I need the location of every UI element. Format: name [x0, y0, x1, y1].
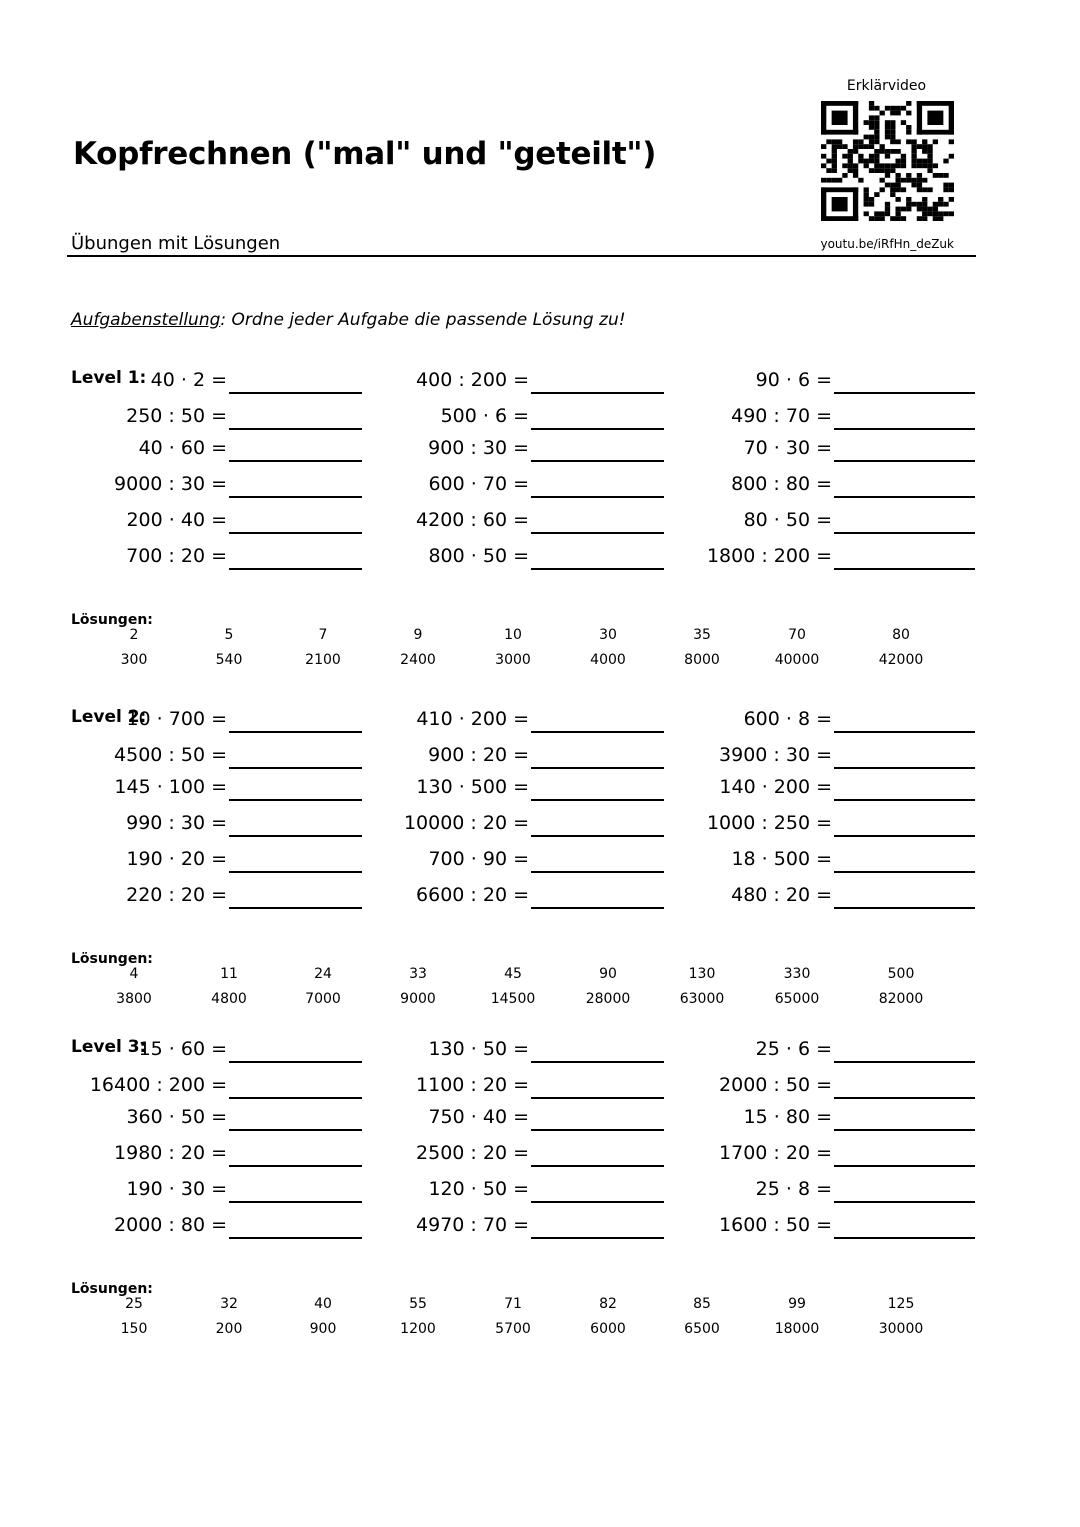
page-subtitle: Übungen mit Lösungen	[71, 233, 281, 254]
exercise-expression: 220 : 20 =	[126, 884, 227, 906]
exercise	[0, 882, 227, 908]
solution-value: 4000	[590, 652, 626, 668]
exercise	[582, 1072, 832, 1098]
solution-value: 82	[599, 1296, 617, 1312]
solution-value: 9000	[400, 991, 436, 1007]
exercise-expression: 9000 : 30 =	[114, 473, 227, 495]
exercise-expression: 700 : 20 =	[126, 545, 227, 567]
exercise-expression: 360 · 50 =	[126, 1106, 227, 1128]
exercise-expression: 4970 : 70 =	[416, 1214, 529, 1236]
solution-value: 40000	[774, 652, 820, 668]
exercise	[0, 367, 227, 393]
exercise	[582, 403, 832, 429]
exercise	[0, 742, 227, 768]
page-title: Kopfrechnen ("mal" und "geteilt")	[73, 136, 657, 172]
solution-value: 2100	[305, 652, 341, 668]
answer-line[interactable]	[834, 1061, 975, 1063]
solution-value: 71	[504, 1296, 522, 1312]
solution-value: 11	[220, 966, 238, 982]
exercise-expression: 900 : 30 =	[428, 437, 529, 459]
exercise-expression: 130 · 50 =	[428, 1038, 529, 1060]
exercise	[279, 1104, 529, 1130]
exercise	[582, 1104, 832, 1130]
solution-value: 28000	[585, 991, 631, 1007]
exercise	[582, 471, 832, 497]
solution-value: 70	[788, 627, 806, 643]
level-title: Level 3:	[71, 1037, 147, 1057]
solution-value: 6000	[590, 1321, 626, 1337]
solution-value: 5700	[495, 1321, 531, 1337]
qr-code-icon[interactable]	[821, 101, 954, 221]
solution-value: 45	[504, 966, 522, 982]
exercise-expression: 800 : 80 =	[731, 473, 832, 495]
exercise-expression: 145 · 100 =	[114, 776, 227, 798]
task-instruction	[71, 310, 626, 330]
exercise-expression: 2000 : 50 =	[719, 1074, 832, 1096]
solution-value: 33	[409, 966, 427, 982]
solution-value: 18000	[774, 1321, 820, 1337]
exercise-expression: 25 · 8 =	[755, 1178, 832, 1200]
exercise-expression: 480 : 20 =	[731, 884, 832, 906]
exercise-expression: 3900 : 30 =	[719, 744, 832, 766]
exercise-expression: 410 · 200 =	[416, 708, 529, 730]
answer-line[interactable]	[834, 1129, 975, 1131]
exercise	[582, 367, 832, 393]
answer-line[interactable]	[834, 731, 975, 733]
exercise-expression: 130 · 500 =	[416, 776, 529, 798]
exercise	[0, 1140, 227, 1166]
solution-value: 63000	[679, 991, 725, 1007]
exercise-expression: 10000 : 20 =	[403, 812, 529, 834]
exercise	[582, 742, 832, 768]
solution-value: 99	[788, 1296, 806, 1312]
exercise	[0, 774, 227, 800]
level-title: Level 1:	[71, 368, 147, 388]
task-text: : Ordne jeder Aufgabe die passende Lösung zu!	[220, 310, 626, 330]
exercise	[582, 1036, 832, 1062]
exercise-expression: 490 : 70 =	[731, 405, 832, 427]
exercise-expression: 750 · 40 =	[428, 1106, 529, 1128]
solution-value: 3000	[495, 652, 531, 668]
exercise-expression: 90 · 6 =	[755, 369, 832, 391]
exercise	[0, 1104, 227, 1130]
solution-value: 200	[215, 1321, 243, 1337]
solution-value: 540	[215, 652, 243, 668]
exercise	[582, 1176, 832, 1202]
solution-value: 7000	[305, 991, 341, 1007]
solution-value: 82000	[878, 991, 924, 1007]
solution-value: 30000	[878, 1321, 924, 1337]
exercise-expression: 40 · 2 =	[150, 369, 227, 391]
exercise	[582, 435, 832, 461]
exercise	[0, 846, 227, 872]
answer-line[interactable]	[834, 392, 975, 394]
level-section	[0, 368, 1080, 708]
exercise-expression: 190 · 20 =	[126, 848, 227, 870]
exercise-expression: 10 · 700 =	[126, 708, 227, 730]
exercise	[582, 507, 832, 533]
video-link[interactable]: youtu.be/iRfHn_deZuk	[820, 237, 954, 251]
exercise-expression: 1800 : 200 =	[706, 545, 832, 567]
exercise	[582, 1212, 832, 1238]
exercise-expression: 990 : 30 =	[126, 812, 227, 834]
solution-value: 9	[413, 627, 423, 643]
exercise	[0, 810, 227, 836]
solution-value: 90	[599, 966, 617, 982]
exercise-expression: 18 · 500 =	[731, 848, 832, 870]
exercise	[582, 810, 832, 836]
exercise-expression: 250 : 50 =	[126, 405, 227, 427]
solution-value: 35	[693, 627, 711, 643]
exercise	[279, 507, 529, 533]
solutions-label: Lösungen:	[71, 612, 153, 628]
answer-line[interactable]	[834, 1201, 975, 1203]
solution-value: 330	[783, 966, 811, 982]
answer-line[interactable]	[834, 532, 975, 534]
answer-line[interactable]	[834, 907, 975, 909]
solution-value: 125	[887, 1296, 915, 1312]
exercise	[582, 774, 832, 800]
exercise-expression: 1000 : 250 =	[706, 812, 832, 834]
solution-value: 4	[129, 966, 139, 982]
solution-value: 5	[224, 627, 234, 643]
exercise	[0, 1072, 227, 1098]
level-title: Level 2:	[71, 707, 147, 727]
solution-value: 30	[599, 627, 617, 643]
header-divider	[67, 255, 976, 257]
exercise-expression: 4200 : 60 =	[416, 509, 529, 531]
exercise-expression: 600 · 70 =	[428, 473, 529, 495]
qr-label: Erklärvideo	[846, 78, 927, 94]
exercise	[279, 1212, 529, 1238]
solution-value: 80	[892, 627, 910, 643]
exercise	[279, 471, 529, 497]
answer-line[interactable]	[834, 835, 975, 837]
solution-value: 1200	[400, 1321, 436, 1337]
solutions-label: Lösungen:	[71, 951, 153, 967]
solutions-label: Lösungen:	[71, 1281, 153, 1297]
solution-value: 3800	[116, 991, 152, 1007]
exercise-expression: 800 · 50 =	[428, 545, 529, 567]
exercise-expression: 900 : 20 =	[428, 744, 529, 766]
exercise	[0, 1036, 227, 1062]
exercise	[582, 882, 832, 908]
answer-line[interactable]	[834, 568, 975, 570]
exercise	[279, 846, 529, 872]
exercise-expression: 70 · 30 =	[743, 437, 832, 459]
exercise-expression: 1100 : 20 =	[416, 1074, 529, 1096]
exercise-expression: 600 · 8 =	[743, 708, 832, 730]
level-section	[0, 707, 1080, 1047]
exercise-expression: 15 · 80 =	[743, 1106, 832, 1128]
answer-line[interactable]	[834, 767, 975, 769]
exercise-expression: 1700 : 20 =	[719, 1142, 832, 1164]
solution-value: 40	[314, 1296, 332, 1312]
solution-value: 55	[409, 1296, 427, 1312]
exercise-expression: 120 · 50 =	[428, 1178, 529, 1200]
exercise-expression: 2000 : 80 =	[114, 1214, 227, 1236]
exercise-expression: 6600 : 20 =	[416, 884, 529, 906]
solution-value: 7	[318, 627, 328, 643]
solution-value: 900	[309, 1321, 337, 1337]
solution-value: 65000	[774, 991, 820, 1007]
exercise-expression: 200 · 40 =	[126, 509, 227, 531]
exercise-expression: 190 · 30 =	[126, 1178, 227, 1200]
solution-value: 24	[314, 966, 332, 982]
solution-value: 10	[504, 627, 522, 643]
exercise-expression: 140 · 200 =	[719, 776, 832, 798]
exercise	[0, 403, 227, 429]
solution-value: 130	[688, 966, 716, 982]
exercise	[279, 742, 529, 768]
solution-value: 500	[887, 966, 915, 982]
solution-value: 6500	[684, 1321, 720, 1337]
solution-value: 8000	[684, 652, 720, 668]
answer-line[interactable]	[834, 799, 975, 801]
exercise	[0, 471, 227, 497]
answer-line[interactable]	[834, 496, 975, 498]
answer-line[interactable]	[834, 1237, 975, 1239]
exercise	[279, 774, 529, 800]
exercise-expression: 2500 : 20 =	[416, 1142, 529, 1164]
exercise-expression: 700 · 90 =	[428, 848, 529, 870]
solution-value: 150	[120, 1321, 148, 1337]
exercise-expression: 1600 : 50 =	[719, 1214, 832, 1236]
exercise	[0, 1212, 227, 1238]
exercise	[279, 1176, 529, 1202]
level-section	[0, 1037, 1080, 1377]
exercise-expression: 400 : 200 =	[416, 369, 529, 391]
exercise-expression: 4500 : 50 =	[114, 744, 227, 766]
answer-line[interactable]	[834, 1165, 975, 1167]
exercise	[0, 706, 227, 732]
exercise	[279, 1036, 529, 1062]
solution-value: 42000	[878, 652, 924, 668]
exercise-expression: 16400 : 200 =	[89, 1074, 227, 1096]
exercise	[582, 543, 832, 569]
solution-value: 14500	[490, 991, 536, 1007]
task-label: Aufgabenstellung	[71, 310, 221, 330]
exercise	[279, 1072, 529, 1098]
solution-value: 4800	[211, 991, 247, 1007]
exercise	[0, 543, 227, 569]
solution-value: 85	[693, 1296, 711, 1312]
answer-line[interactable]	[834, 1097, 975, 1099]
exercise	[0, 1176, 227, 1202]
solution-value: 32	[220, 1296, 238, 1312]
exercise	[279, 810, 529, 836]
exercise-expression: 500 · 6 =	[440, 405, 529, 427]
exercise	[0, 507, 227, 533]
exercise-expression: 25 · 6 =	[755, 1038, 832, 1060]
solution-value: 300	[120, 652, 148, 668]
exercise	[0, 435, 227, 461]
solution-value: 25	[125, 1296, 143, 1312]
exercise	[279, 403, 529, 429]
answer-line[interactable]	[834, 428, 975, 430]
exercise	[279, 882, 529, 908]
exercise	[582, 1140, 832, 1166]
exercise	[279, 706, 529, 732]
exercise	[279, 1140, 529, 1166]
exercise-expression: 15 · 60 =	[138, 1038, 227, 1060]
answer-line[interactable]	[834, 871, 975, 873]
exercise-expression: 1980 : 20 =	[114, 1142, 227, 1164]
exercise	[582, 846, 832, 872]
exercise	[582, 706, 832, 732]
answer-line[interactable]	[834, 460, 975, 462]
solution-value: 2400	[400, 652, 436, 668]
solution-value: 2	[129, 627, 139, 643]
exercise-expression: 80 · 50 =	[743, 509, 832, 531]
exercise	[279, 435, 529, 461]
exercise	[279, 367, 529, 393]
exercise	[279, 543, 529, 569]
exercise-expression: 40 · 60 =	[138, 437, 227, 459]
